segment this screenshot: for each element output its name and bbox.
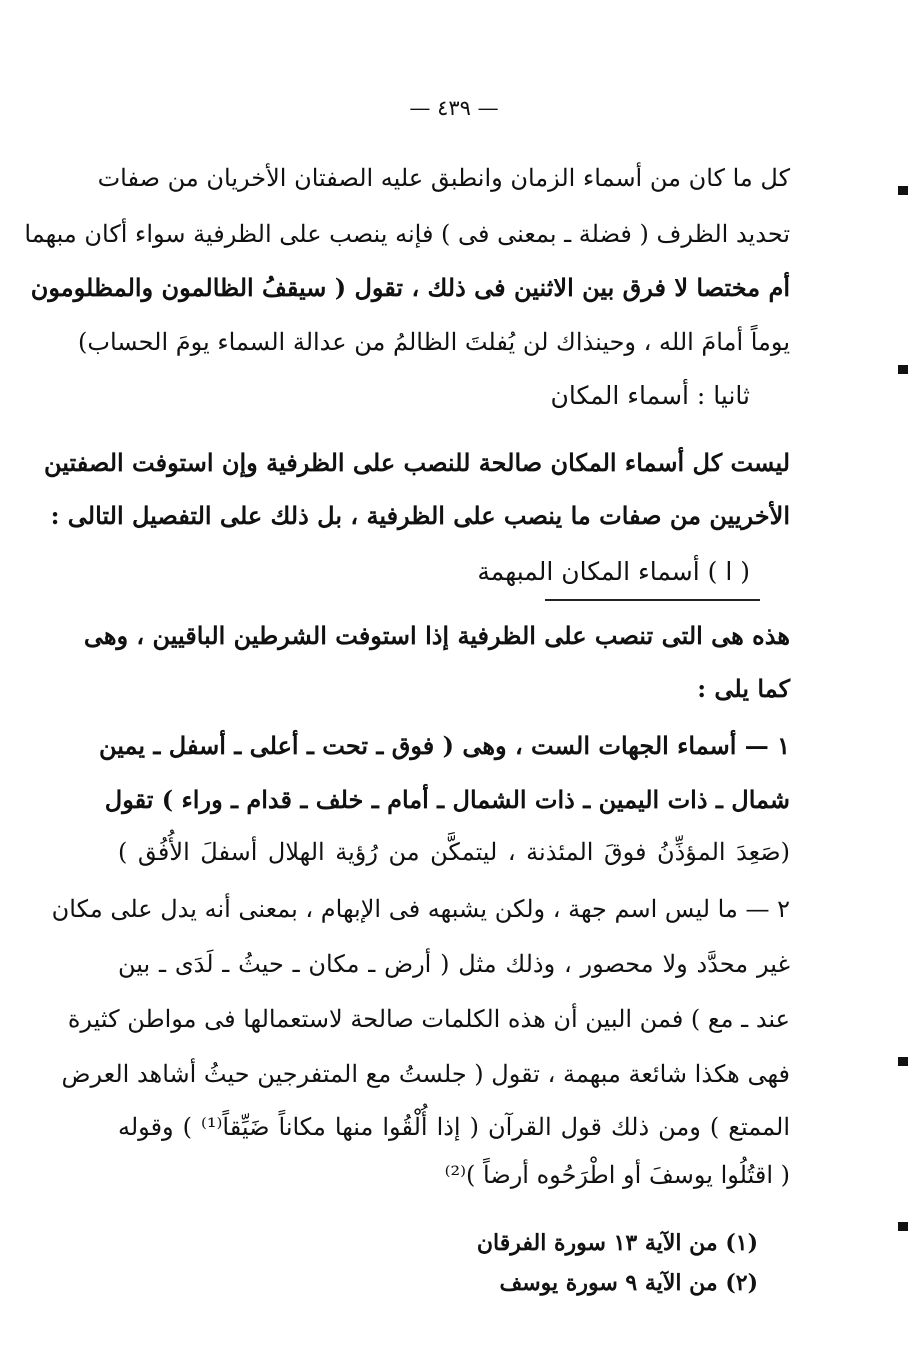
list-item-line: ١ — أسماء الجهات الست ، وهى ( فوق ـ تحت ـ أعلى ـ أسفل ـ يمين: [98, 731, 790, 760]
margin-mark: [898, 186, 908, 195]
paragraph-line: الأخريين من صفات ما ينصب على الظرفية ، بل ذلك على التفصيل التالى :: [50, 501, 790, 530]
list-item-line: عند ـ مع ) فمن البين أن هذه الكلمات صالحة لاستعمالها فى مواطن كثيرة: [67, 1005, 790, 1033]
list-item-line: ٢ — ما ليس اسم جهة ، ولكن يشبهه فى الإبهام ، بمعنى أنه يدل على مكان: [51, 895, 790, 923]
section-heading: ثانيا : أسماء المكان: [550, 381, 750, 410]
list-item-line: (صَعِدَ المؤذِّنُ فوقَ المئذنة ، ليتمكَّن من رُؤية الهلال أسفلَ الأُفُق ): [118, 838, 790, 866]
paragraph-line: يوماً أمامَ الله ، وحينذاك لن يُفلتَ الظالمُ من عدالة السماء يومَ الحساب): [77, 328, 790, 356]
paragraph-line: ليست كل أسماء المكان صالحة للنصب على الظرفية وإن استوفت الصفتين: [43, 448, 790, 477]
list-item-line: فهى هكذا شائعة مبهمة ، تقول ( جلستُ مع المتفرجين حيثُ أشاهد العرض: [61, 1060, 790, 1088]
margin-mark: [898, 1222, 908, 1231]
footnote: (١) من الآية ١٣ سورة الفرقان: [476, 1230, 758, 1256]
list-item-line: شمال ـ ذات اليمين ـ ذات الشمال ـ أمام ـ خلف ـ قدام ـ وراء ) تقول: [104, 785, 790, 814]
footnote: (٢) من الآية ٩ سورة يوسف: [499, 1270, 758, 1296]
paragraph-line: هذه هى التى تنصب على الظرفية إذا استوفت الشرطين الباقيين ، وهى: [83, 621, 790, 650]
page-number: — ٤٣٩ —: [409, 96, 499, 120]
list-item-line: غير محدَّد ولا محصور ، وذلك مثل ( أرض ـ مكان ـ حيثُ ـ لَدَى ـ بين: [118, 950, 790, 978]
subsection-heading: ( ا ) أسماء المكان المبهمة: [477, 557, 750, 586]
list-item-line: ( اقتُلُوا يوسفَ أو اطْرَحُوه أرضاً )⁽²⁾: [444, 1161, 790, 1189]
paragraph-line: تحديد الظرف ( فضلة ـ بمعنى فى ) فإنه ينصب على الظرفية سواء أكان مبهما: [24, 220, 790, 248]
list-item-line: الممتع ) ومن ذلك قول القرآن ( إذا أُلْقُوا منها مكاناً ضَيِّقاً⁽¹⁾ ) وقوله: [118, 1113, 790, 1141]
margin-mark: [898, 365, 908, 374]
margin-mark: [898, 1057, 908, 1066]
paragraph-line: أم مختصا لا فرق بين الاثنين فى ذلك ، تقول ( سيقفُ الظالمون والمظلومون: [30, 273, 790, 302]
paragraph-line: كما يلى :: [697, 674, 790, 703]
subheading-underline: [545, 599, 760, 601]
paragraph-line: كل ما كان من أسماء الزمان وانطبق عليه الصفتان الأخريان من صفات: [97, 164, 790, 192]
